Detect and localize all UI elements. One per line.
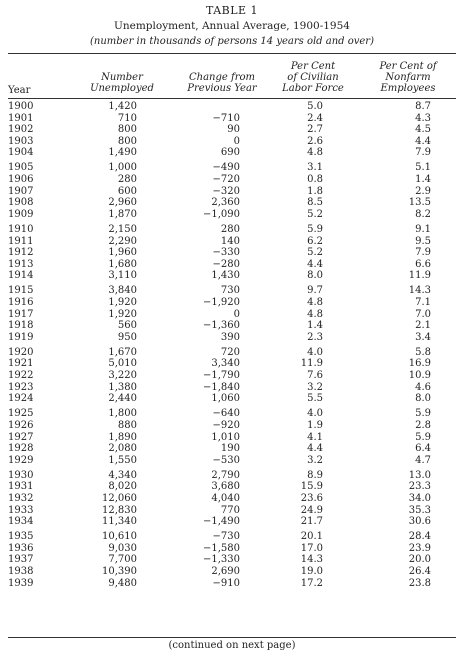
cell-year: 1938 <box>8 566 34 578</box>
cell-percent-nonfarm: 7.1 <box>415 297 431 308</box>
table-row <box>0 432 464 444</box>
cell-percent-civilian: 1.9 <box>307 419 323 431</box>
cell-year: 1921 <box>8 358 34 370</box>
cell-number-unemployed: 11,340 <box>102 516 137 528</box>
cell-year: 1924 <box>8 393 34 405</box>
cell-number-unemployed: 3,110 <box>108 270 137 282</box>
row-group <box>0 470 464 528</box>
header-rule <box>8 98 456 99</box>
cell-percent-civilian: 24.9 <box>300 504 323 516</box>
table-row <box>0 124 464 136</box>
cell-number-unemployed: 710 <box>117 112 137 124</box>
cell-number-unemployed: 1,920 <box>108 308 137 320</box>
cell-number-unemployed: 2,290 <box>108 235 137 247</box>
column-header-percent-civilian: Per Cent of Civilian Labor Force <box>282 61 344 94</box>
cell-number-unemployed: 10,610 <box>102 531 137 543</box>
cell-change: 3,340 <box>211 358 240 370</box>
cell-change: 1,010 <box>211 431 240 443</box>
cell-number-unemployed: 5,010 <box>108 358 137 370</box>
cell-year: 1918 <box>8 320 34 332</box>
cell-percent-nonfarm: 8.2 <box>415 208 431 220</box>
cell-percent-nonfarm: 5.1 <box>415 162 431 174</box>
table-row <box>0 420 464 432</box>
cell-percent-civilian: 11.9 <box>300 358 323 370</box>
cell-year: 1925 <box>8 408 34 420</box>
cell-percent-civilian: 5.2 <box>307 208 323 220</box>
cell-change: −1,790 <box>202 370 240 382</box>
cell-percent-civilian: 4.4 <box>307 443 323 455</box>
cell-percent-civilian: 7.6 <box>307 370 323 382</box>
table-row <box>0 543 464 555</box>
cell-year: 1935 <box>8 531 34 543</box>
cell-change: 190 <box>220 443 240 455</box>
cell-number-unemployed: 8,020 <box>108 481 137 493</box>
cell-percent-civilian: 4.0 <box>307 408 323 420</box>
cell-year: 1926 <box>8 419 34 431</box>
cell-percent-civilian: 14.3 <box>300 554 323 566</box>
cell-change: −330 <box>212 247 240 259</box>
cell-number-unemployed: 1,000 <box>108 162 137 174</box>
table-row <box>0 332 464 344</box>
table-row <box>0 270 464 282</box>
cell-change: −530 <box>212 454 240 466</box>
cell-percent-nonfarm: 5.8 <box>415 346 431 358</box>
cell-year: 1916 <box>8 297 34 308</box>
cell-number-unemployed: 2,440 <box>108 393 137 405</box>
cell-number-unemployed: 1,550 <box>108 454 137 466</box>
cell-percent-civilian: 8.0 <box>307 270 323 282</box>
cell-percent-civilian: 2.6 <box>307 135 323 147</box>
table-row <box>0 578 464 590</box>
cell-year: 1901 <box>8 112 34 124</box>
cell-percent-civilian: 8.9 <box>307 469 323 481</box>
cell-percent-civilian: 23.6 <box>300 493 323 504</box>
cell-percent-nonfarm: 9.5 <box>415 235 431 247</box>
cell-number-unemployed: 2,960 <box>108 197 137 209</box>
cell-change: 2,360 <box>211 197 240 209</box>
cell-year: 1914 <box>8 270 34 282</box>
cell-number-unemployed: 9,030 <box>108 542 137 554</box>
cell-percent-nonfarm: 2.9 <box>415 185 431 197</box>
continued-note: (continued on next page) <box>168 640 296 651</box>
cell-change: −910 <box>212 577 240 589</box>
cell-percent-civilian: 6.2 <box>307 235 323 247</box>
cell-percent-nonfarm: 5.9 <box>415 408 431 420</box>
cell-percent-nonfarm: 7.9 <box>415 247 431 259</box>
cell-change: 3,680 <box>211 481 240 493</box>
cell-year: 1919 <box>8 331 34 343</box>
table-row <box>0 505 464 517</box>
cell-change: −710 <box>212 112 240 124</box>
table-body <box>0 101 464 593</box>
cell-change: 140 <box>220 235 240 247</box>
cell-change: 0 <box>233 308 240 320</box>
cell-percent-nonfarm: 6.4 <box>415 443 431 455</box>
cell-percent-nonfarm: 34.0 <box>408 493 431 504</box>
table-row <box>0 320 464 332</box>
table-row <box>0 554 464 566</box>
bottom-rule <box>8 637 456 638</box>
row-group <box>0 101 464 159</box>
table-title: Unemployment, Annual Average, 1900-1954 <box>114 20 350 32</box>
cell-percent-civilian: 15.9 <box>300 481 323 493</box>
cell-number-unemployed: 3,840 <box>108 285 137 297</box>
cell-percent-civilian: 4.4 <box>307 258 323 270</box>
cell-year: 1911 <box>8 235 34 247</box>
table-row <box>0 531 464 543</box>
cell-percent-nonfarm: 28.4 <box>408 531 431 543</box>
cell-percent-nonfarm: 23.9 <box>408 542 431 554</box>
cell-percent-nonfarm: 30.6 <box>408 516 431 528</box>
cell-percent-civilian: 3.2 <box>307 381 323 393</box>
cell-number-unemployed: 9,480 <box>108 577 137 589</box>
cell-percent-nonfarm: 4.4 <box>415 135 431 147</box>
cell-change: −640 <box>212 408 240 420</box>
cell-percent-nonfarm: 11.9 <box>408 270 431 282</box>
cell-percent-civilian: 20.1 <box>300 531 323 543</box>
cell-percent-nonfarm: 1.4 <box>415 174 431 186</box>
cell-number-unemployed: 1,890 <box>108 431 137 443</box>
cell-percent-civilian: 17.0 <box>300 542 323 554</box>
cell-percent-nonfarm: 13.0 <box>408 469 431 481</box>
cell-year: 1902 <box>8 124 34 136</box>
table-row <box>0 493 464 505</box>
cell-number-unemployed: 2,080 <box>108 443 137 455</box>
table-row <box>0 470 464 482</box>
cell-number-unemployed: 950 <box>117 331 137 343</box>
cell-percent-civilian: 5.0 <box>307 101 323 112</box>
cell-percent-civilian: 2.7 <box>307 124 323 136</box>
cell-number-unemployed: 1,680 <box>108 258 137 270</box>
cell-number-unemployed: 800 <box>117 135 137 147</box>
cell-number-unemployed: 880 <box>117 419 137 431</box>
cell-number-unemployed: 3,220 <box>108 370 137 382</box>
cell-number-unemployed: 1,870 <box>108 208 137 220</box>
cell-percent-civilian: 2.4 <box>307 112 323 124</box>
cell-percent-nonfarm: 20.0 <box>408 554 431 566</box>
table-subtitle: (number in thousands of persons 14 years old and over) <box>89 36 374 47</box>
table-row <box>0 162 464 174</box>
cell-year: 1908 <box>8 197 34 209</box>
table-row <box>0 309 464 321</box>
cell-percent-nonfarm: 35.3 <box>408 504 431 516</box>
cell-percent-civilian: 4.8 <box>307 308 323 320</box>
cell-year: 1936 <box>8 542 34 554</box>
cell-year: 1905 <box>8 162 34 174</box>
cell-number-unemployed: 2,150 <box>108 223 137 235</box>
cell-change: 90 <box>227 124 240 136</box>
cell-percent-nonfarm: 14.3 <box>408 285 431 297</box>
cell-percent-civilian: 4.1 <box>307 431 323 443</box>
table-row <box>0 382 464 394</box>
cell-year: 1939 <box>8 577 34 589</box>
cell-number-unemployed: 1,920 <box>108 297 137 308</box>
cell-change: −1,920 <box>202 297 240 308</box>
cell-percent-civilian: 19.0 <box>300 566 323 578</box>
cell-change: 720 <box>220 346 240 358</box>
cell-percent-nonfarm: 16.9 <box>408 358 431 370</box>
cell-year: 1904 <box>8 147 34 159</box>
cell-year: 1934 <box>8 516 34 528</box>
cell-percent-nonfarm: 8.0 <box>415 393 431 405</box>
table-row <box>0 147 464 159</box>
cell-year: 1931 <box>8 481 34 493</box>
cell-percent-nonfarm: 6.6 <box>415 258 431 270</box>
cell-percent-nonfarm: 13.5 <box>408 197 431 209</box>
row-group <box>0 224 464 282</box>
table-row <box>0 259 464 271</box>
cell-percent-civilian: 3.1 <box>307 162 323 174</box>
cell-year: 1907 <box>8 185 34 197</box>
column-header-year: Year <box>8 85 31 96</box>
cell-change: 1,060 <box>211 393 240 405</box>
cell-percent-nonfarm: 4.5 <box>415 124 431 136</box>
cell-percent-civilian: 9.7 <box>307 285 323 297</box>
table-row <box>0 247 464 259</box>
cell-year: 1910 <box>8 223 34 235</box>
cell-percent-nonfarm: 5.9 <box>415 431 431 443</box>
table-row <box>0 358 464 370</box>
cell-percent-nonfarm: 23.3 <box>408 481 431 493</box>
cell-year: 1933 <box>8 504 34 516</box>
cell-change: 4,040 <box>211 493 240 504</box>
cell-percent-civilian: 5.5 <box>307 393 323 405</box>
cell-percent-nonfarm: 10.9 <box>408 370 431 382</box>
cell-change: −280 <box>212 258 240 270</box>
cell-change: 0 <box>233 135 240 147</box>
row-group <box>0 347 464 405</box>
cell-percent-nonfarm: 2.8 <box>415 419 431 431</box>
cell-number-unemployed: 4,340 <box>108 469 137 481</box>
cell-number-unemployed: 7,700 <box>108 554 137 566</box>
cell-number-unemployed: 600 <box>117 185 137 197</box>
column-header-change: Change from Previous Year <box>187 72 257 94</box>
table-row <box>0 224 464 236</box>
cell-percent-nonfarm: 2.1 <box>415 320 431 332</box>
cell-number-unemployed: 12,060 <box>102 493 137 504</box>
cell-year: 1929 <box>8 454 34 466</box>
cell-percent-civilian: 0.8 <box>307 174 323 186</box>
cell-number-unemployed: 12,830 <box>102 504 137 516</box>
cell-percent-civilian: 3.2 <box>307 454 323 466</box>
cell-percent-civilian: 2.3 <box>307 331 323 343</box>
top-rule <box>8 53 456 54</box>
table-row <box>0 285 464 297</box>
cell-number-unemployed: 1,380 <box>108 381 137 393</box>
cell-percent-nonfarm: 4.7 <box>415 454 431 466</box>
table-number: TABLE 1 <box>205 4 259 17</box>
cell-year: 1917 <box>8 308 34 320</box>
row-group <box>0 285 464 343</box>
cell-year: 1932 <box>8 493 34 504</box>
cell-percent-nonfarm: 4.3 <box>415 112 431 124</box>
cell-percent-nonfarm: 9.1 <box>415 223 431 235</box>
cell-year: 1912 <box>8 247 34 259</box>
table-row <box>0 566 464 578</box>
row-group <box>0 531 464 589</box>
cell-percent-nonfarm: 7.0 <box>415 308 431 320</box>
cell-percent-civilian: 5.2 <box>307 247 323 259</box>
table-row <box>0 408 464 420</box>
table-row <box>0 393 464 405</box>
cell-percent-nonfarm: 8.7 <box>415 101 431 112</box>
cell-change: 690 <box>220 147 240 159</box>
cell-change: −490 <box>212 162 240 174</box>
cell-change: −1,580 <box>202 542 240 554</box>
cell-year: 1900 <box>8 101 34 112</box>
table-row <box>0 481 464 493</box>
cell-percent-civilian: 8.5 <box>307 197 323 209</box>
table-row <box>0 113 464 125</box>
table-row <box>0 209 464 221</box>
table-row <box>0 516 464 528</box>
cell-number-unemployed: 1,800 <box>108 408 137 420</box>
cell-year: 1923 <box>8 381 34 393</box>
cell-year: 1930 <box>8 469 34 481</box>
cell-number-unemployed: 1,670 <box>108 346 137 358</box>
column-header-number-unemployed: Number Unemployed <box>90 72 154 94</box>
table-row <box>0 197 464 209</box>
cell-change: 2,790 <box>211 469 240 481</box>
cell-percent-nonfarm: 7.9 <box>415 147 431 159</box>
cell-change: −730 <box>212 531 240 543</box>
cell-number-unemployed: 1,420 <box>108 101 137 112</box>
cell-change: 730 <box>220 285 240 297</box>
cell-percent-nonfarm: 3.4 <box>415 331 431 343</box>
cell-change: −320 <box>212 185 240 197</box>
cell-year: 1909 <box>8 208 34 220</box>
row-group <box>0 162 464 220</box>
cell-percent-civilian: 4.0 <box>307 346 323 358</box>
cell-change: −1,090 <box>202 208 240 220</box>
cell-percent-nonfarm: 4.6 <box>415 381 431 393</box>
cell-number-unemployed: 1,490 <box>108 147 137 159</box>
cell-change: 280 <box>220 223 240 235</box>
cell-percent-civilian: 17.2 <box>300 577 323 589</box>
table-row <box>0 347 464 359</box>
cell-year: 1915 <box>8 285 34 297</box>
cell-year: 1922 <box>8 370 34 382</box>
cell-year: 1920 <box>8 346 34 358</box>
cell-number-unemployed: 10,390 <box>102 566 137 578</box>
cell-change: −720 <box>212 174 240 186</box>
cell-change: −1,490 <box>202 516 240 528</box>
table-row <box>0 443 464 455</box>
table-row <box>0 174 464 186</box>
cell-percent-nonfarm: 26.4 <box>408 566 431 578</box>
cell-change: −1,840 <box>202 381 240 393</box>
cell-number-unemployed: 560 <box>117 320 137 332</box>
row-group <box>0 408 464 466</box>
cell-percent-civilian: 5.9 <box>307 223 323 235</box>
cell-number-unemployed: 800 <box>117 124 137 136</box>
cell-year: 1906 <box>8 174 34 186</box>
table-row <box>0 370 464 382</box>
cell-change: 390 <box>220 331 240 343</box>
table-row <box>0 297 464 309</box>
cell-change: 2,690 <box>211 566 240 578</box>
cell-year: 1937 <box>8 554 34 566</box>
column-header-percent-nonfarm: Per Cent of Nonfarm Employees <box>379 61 437 94</box>
cell-percent-civilian: 4.8 <box>307 147 323 159</box>
cell-percent-nonfarm: 23.8 <box>408 577 431 589</box>
table-row <box>0 236 464 248</box>
cell-percent-civilian: 1.8 <box>307 185 323 197</box>
cell-change: −1,360 <box>202 320 240 332</box>
cell-year: 1927 <box>8 431 34 443</box>
cell-percent-civilian: 21.7 <box>300 516 323 528</box>
cell-change: 1,430 <box>211 270 240 282</box>
table-row <box>0 101 464 113</box>
cell-change: −920 <box>212 419 240 431</box>
cell-percent-civilian: 4.8 <box>307 297 323 308</box>
cell-number-unemployed: 1,960 <box>108 247 137 259</box>
cell-percent-civilian: 1.4 <box>307 320 323 332</box>
table-row <box>0 136 464 148</box>
cell-number-unemployed: 280 <box>117 174 137 186</box>
cell-change: 770 <box>220 504 240 516</box>
cell-change: −1,330 <box>202 554 240 566</box>
table-row <box>0 186 464 198</box>
cell-year: 1903 <box>8 135 34 147</box>
table-row <box>0 455 464 467</box>
cell-year: 1913 <box>8 258 34 270</box>
cell-year: 1928 <box>8 443 34 455</box>
